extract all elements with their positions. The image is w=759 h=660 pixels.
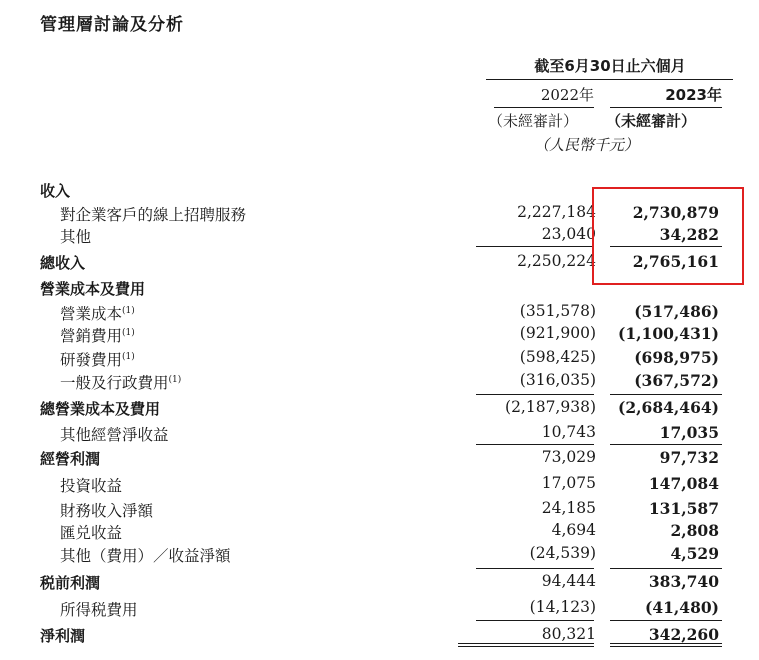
unaudited-2023-label: （未經審計） xyxy=(606,112,697,130)
row-label-text: 其他經營淨收益 xyxy=(60,426,169,444)
row-label xyxy=(60,302,135,324)
table-row xyxy=(0,542,759,566)
subtotal-rule-2022 xyxy=(476,246,594,247)
value-2023: 342,260 xyxy=(648,625,719,644)
value-2022: (14,123) xyxy=(529,598,596,616)
op-rule-2023 xyxy=(610,444,722,445)
row-label xyxy=(60,521,122,543)
row-label-text: 財務收入淨額 xyxy=(60,502,154,520)
row-label-text: 對企業客戶的線上招聘服務 xyxy=(60,206,247,224)
table-row xyxy=(0,300,759,324)
period-underline xyxy=(486,79,733,80)
value-2022: 10,743 xyxy=(541,423,596,441)
row-label xyxy=(40,398,160,419)
row-label-text: 研發費用 xyxy=(60,351,123,369)
unaudited-2022-label: （未經審計） xyxy=(488,112,579,130)
row-label xyxy=(40,278,145,299)
row-label-text: 收入 xyxy=(40,182,71,200)
year-2022-underline xyxy=(494,107,594,108)
row-label xyxy=(60,371,181,393)
footnote-marker: (1) xyxy=(122,305,135,316)
row-label xyxy=(60,203,246,225)
value-2023: 2,730,879 xyxy=(632,203,719,222)
value-2022: 94,444 xyxy=(541,572,596,590)
row-label xyxy=(40,448,100,469)
row-label-text: 所得税費用 xyxy=(60,601,138,619)
table-row xyxy=(0,519,759,543)
row-label-text: 經營利潤 xyxy=(40,450,101,468)
row-label xyxy=(60,544,231,566)
value-2023: (2,684,464) xyxy=(618,398,719,417)
footnote-marker: (1) xyxy=(168,374,182,385)
row-label xyxy=(40,625,85,646)
value-2023: 17,035 xyxy=(659,423,719,442)
row-label xyxy=(60,423,169,445)
footnote-marker: (1) xyxy=(122,327,135,338)
row-label-text: 總營業成本及費用 xyxy=(40,400,161,418)
row-label-text: 營業成本 xyxy=(60,305,123,323)
row-label-text: 營業成本及費用 xyxy=(40,280,146,298)
row-label-text: 其他（費用）／收益淨額 xyxy=(60,547,231,565)
year-2022-header: 2022年 xyxy=(540,86,594,104)
table-row xyxy=(0,369,759,393)
revenue-highlight-box xyxy=(592,187,744,285)
value-2022: (316,035) xyxy=(519,371,596,389)
net-rule-2022 xyxy=(476,620,594,621)
year-2023-header: 2023年 xyxy=(665,86,722,104)
row-label xyxy=(60,348,135,370)
row-label-text: 投資收益 xyxy=(60,477,123,495)
row-label xyxy=(60,598,138,620)
row-label xyxy=(40,180,70,201)
row-label-text: 營銷費用 xyxy=(60,327,123,345)
table-row xyxy=(0,346,759,370)
table-row xyxy=(0,596,759,620)
total-double-rule-2022 xyxy=(458,643,594,647)
table-row xyxy=(0,446,759,470)
row-label xyxy=(60,474,122,496)
value-2022: 80,321 xyxy=(541,625,596,643)
table-row xyxy=(0,497,759,521)
value-2023: 97,732 xyxy=(659,448,719,467)
value-2022: 24,185 xyxy=(541,499,596,517)
footnote-marker: (1) xyxy=(122,351,135,362)
value-2023: 131,587 xyxy=(648,499,719,518)
value-2023: (517,486) xyxy=(634,302,719,321)
table-row xyxy=(0,472,759,496)
row-label xyxy=(60,225,91,247)
row-label xyxy=(40,572,100,593)
row-label-text: 匯兑收益 xyxy=(60,524,123,542)
pretax-rule-2023 xyxy=(610,568,722,569)
row-label-text: 總收入 xyxy=(40,254,86,272)
value-2023: 147,084 xyxy=(648,474,719,493)
value-2023: 4,529 xyxy=(670,544,719,563)
value-2023: 2,808 xyxy=(670,521,719,540)
value-2023: 383,740 xyxy=(648,572,719,591)
value-2022: (351,578) xyxy=(519,302,596,320)
value-2023: (41,480) xyxy=(645,598,719,617)
value-2022: 4,694 xyxy=(551,521,596,539)
cost-rule-2023 xyxy=(610,394,722,395)
value-2023: (367,572) xyxy=(634,371,719,390)
currency-unit-label: （人民幣千元） xyxy=(534,136,640,154)
row-label-text: 其他 xyxy=(60,228,92,246)
period-header: 截至6月30日止六個月 xyxy=(534,57,686,75)
value-2022: 2,250,224 xyxy=(517,252,596,270)
value-2022: (24,539) xyxy=(529,544,596,562)
row-label-text: 一般及行政費用 xyxy=(60,374,169,392)
table-row xyxy=(0,421,759,445)
value-2022: (2,187,938) xyxy=(505,398,596,416)
value-2022: 17,075 xyxy=(541,474,596,492)
row-label xyxy=(60,324,135,346)
op-rule-2022 xyxy=(476,444,594,445)
year-2023-underline xyxy=(610,107,722,108)
total-double-rule-2023 xyxy=(610,643,722,647)
value-2022: (598,425) xyxy=(519,348,596,366)
row-label-text: 淨利潤 xyxy=(40,627,86,645)
value-2023: 34,282 xyxy=(659,225,719,244)
value-2023: (698,975) xyxy=(634,348,719,367)
row-label-text: 税前利潤 xyxy=(40,574,101,592)
row-label xyxy=(40,252,85,273)
table-row xyxy=(0,396,759,420)
table-row xyxy=(0,322,759,346)
value-2022: 73,029 xyxy=(541,448,596,466)
net-rule-2023 xyxy=(610,620,722,621)
value-2022: 2,227,184 xyxy=(517,203,596,221)
value-2022: 23,040 xyxy=(541,225,596,243)
value-2022: (921,900) xyxy=(519,324,596,342)
value-2023: 2,765,161 xyxy=(632,252,719,271)
row-label xyxy=(60,499,153,521)
table-row xyxy=(0,570,759,594)
value-2023: (1,100,431) xyxy=(618,324,719,343)
pretax-rule-2022 xyxy=(476,568,594,569)
page-title: 管理層討論及分析 xyxy=(40,15,184,35)
cost-rule-2022 xyxy=(476,394,594,395)
